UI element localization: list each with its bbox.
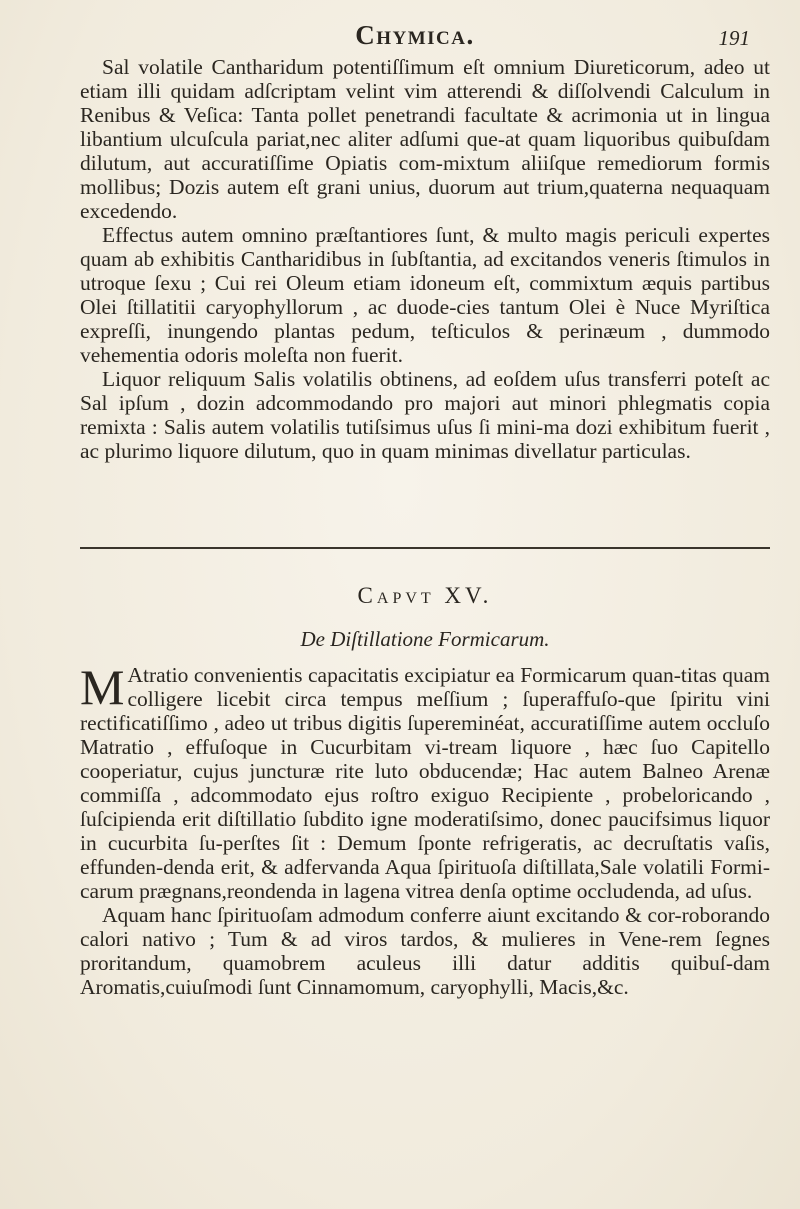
paragraph-effectus: Effectus autem omnino præſtantiores ſunt, & multo magis periculi expertes quam ab exhibitis Cantharidibus in ſubſtantia, ad excitandos veneris ſtimulos in utroque ſexu ; Cui rei Oleum etiam idoneum eſt, commixtum æquis partibus Olei ſtillatitii caryophyllorum , ac duode-cies tantum Olei è Nuce Myriſtica expreſſi, inungendo plantas pedum, teſticulos & perinæum , dummodo vehementia odoris moleſta non fuerit. [80,223,770,367]
text-block-2 [80,659,770,999]
paragraph-aquam: Aquam hanc ſpirituoſam admodum conferre aiunt excitando & cor-roborando calori nativo ; Tum & ad viros tardos, & mulieres in Vene-rem ſegnes proritandum, quamobrem aculeus illi datur additis quibuſ-dam Aromatis,cuiuſmodi ſunt Cinnamomum, caryophylli, Macis,&c. [80,903,770,999]
paragraph-matratio-text: Atratio convenientis capacitatis excipiatur ea Formicarum quan-titas quam colligere licebit circa tempus meſſium ; ſuperaffuſo-que ſpiritu vini rectificatiſſimo , adeo ut tribus digitis ſupereminéat, accuratiſſime autem occluſo Matratio , effuſoque in Cucurbitam vi-tream liquore , hæc ſuo Capitello cooperiatur, cujus juncturæ rite luto obducendæ; Hac autem Balneo Arenæ commiſſa , adcommodato ejus roſtro exiguo Recipiente , probeloricando , ſuſcipienda erit diſtillatio ſubdito igne moderatiſsimo, donec paucifsimus liquor in cucurbita ſu-perſtes ſit : Demum ſponte refrigeratis, ac decruſtatis vaſis, effunden-denda erit, & adfervanda Aqua ſpirituoſa diſtillata,Sale volatili Formi-carum prægnans,reondenda in lagena vitrea denſa optime occludenda, ad uſus. [80,663,770,903]
paragraph-sal-volatile: Sal volatile Cantharidum potentiſſimum eſt omnium Diureticorum, adeo ut etiam illi quidam adſcriptam velint vim atterendi & diſſolvendi Calculum in Renibus & Veſica: Tanta pollet penetrandi facultate & acrimonia ut in lingua libantium ulcuſcula pariat,nec aliter adſumi que-at quam liquoribus quibuſdam dilutum, aut accuratiſſime Opiatis com-mixtum aliiſque remediorum formis mollibus; Dozis autem eſt grani unius, duorum aut trium,quaterna nequaquam excedendo. [80,55,770,223]
paragraph-matratio [80,659,770,903]
chapter-subtitle: De Diſtillatione Formicarum. [300,627,550,651]
section-divider [80,547,770,549]
page-number: 191 [718,26,750,50]
running-head: Chymica. [355,20,475,50]
text-block-1 [80,55,770,463]
page-header [70,20,760,60]
paragraph-liquor: Liquor reliquum Salis volatilis obtinens, ad eoſdem uſus transferri poteſt ac Sal ipſum , dozin adcommodando pro majori aut minori phlegmatis copia remixta : Salis autem volatilis tutiſsimus uſus ſi mini-ma dozi exhibitum fuerit , ac plurimo liquore dilutum, quo in quam minimas divellatur particulas. [80,367,770,463]
chapter-heading: Capvt XV. [357,583,493,608]
drop-capital: M [80,659,125,715]
